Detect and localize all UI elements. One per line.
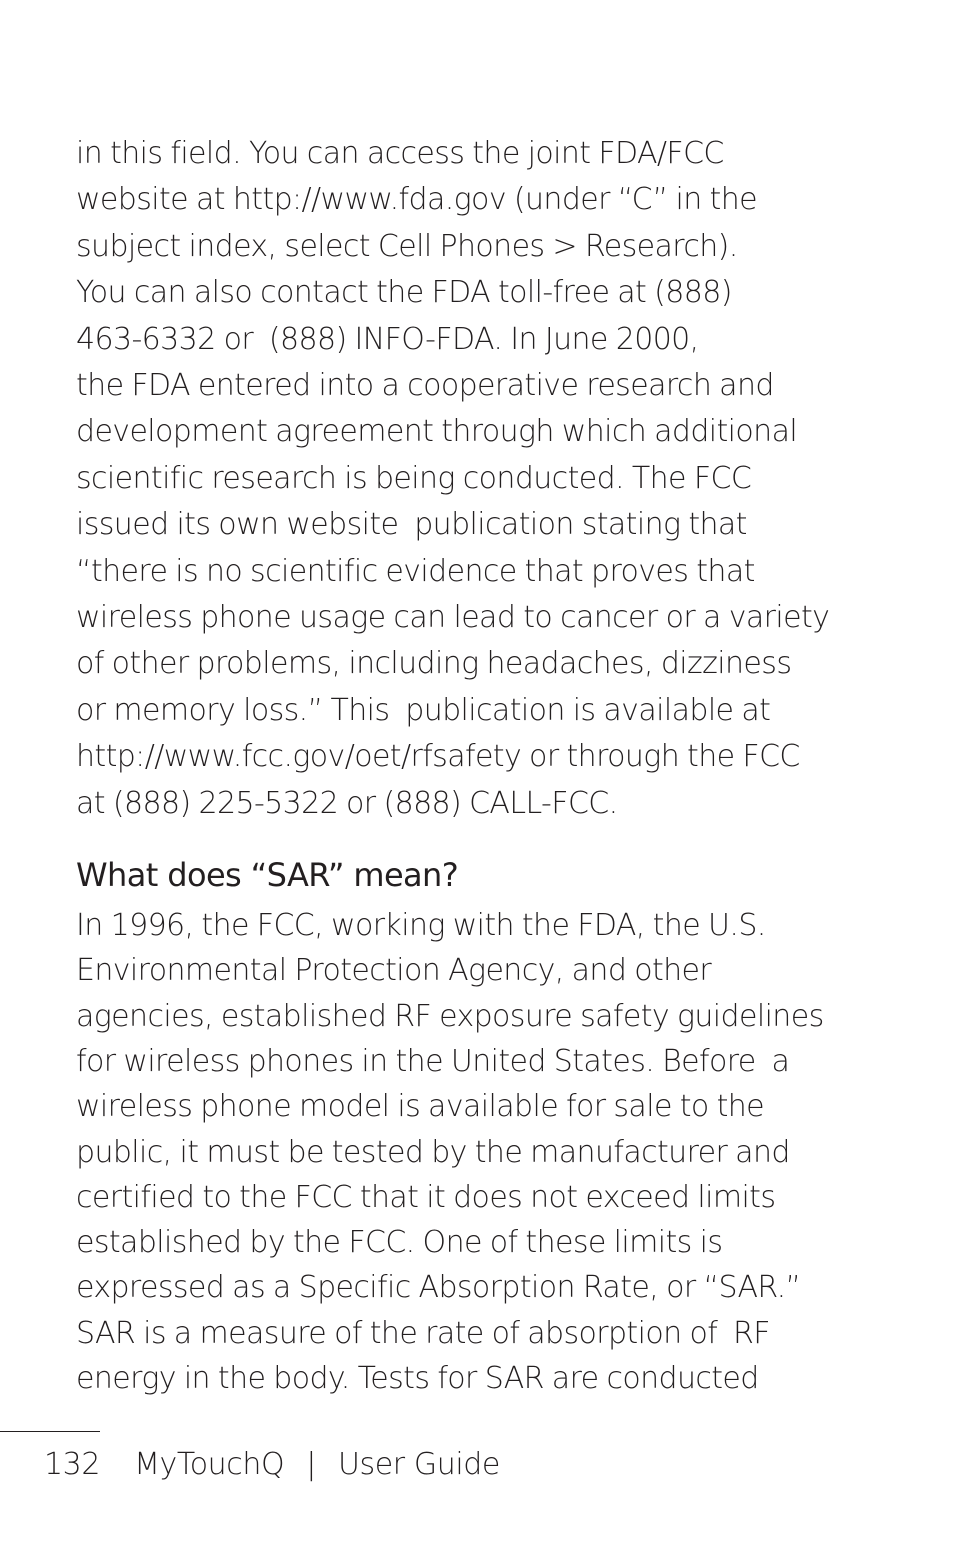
text-line: energy in the body. Tests for SAR are conducted [76, 1361, 759, 1397]
text-line: subject index, select Cell Phones > Research). [76, 228, 738, 264]
text-line: certified to the FCC that it does not exceed limits [76, 1179, 776, 1215]
text-line: wireless phone usage can lead to cancer or a variety [76, 600, 830, 636]
text-line: for wireless phones in the United States. Before a [76, 1043, 790, 1079]
text-line: expressed as a Specific Absorption Rate, or “SAR.” [76, 1270, 801, 1306]
text-line: or memory loss.” This publication is available at [76, 692, 771, 728]
page-content [76, 131, 876, 1401]
page-footer [44, 1443, 500, 1487]
paragraph-sar-definition [76, 903, 876, 1401]
text-line: in this field. You can access the joint FDA/FCC [76, 136, 724, 171]
footer-rule [0, 1431, 100, 1432]
text-line: established by the FCC. One of these limits is [76, 1225, 723, 1261]
text-line: website at http://www.fda.gov (under “C” in the [76, 182, 757, 218]
text-line: http://www.fcc.gov/oet/rfsafety or through the FCC [76, 739, 800, 775]
text-line: development agreement through which additional [76, 414, 798, 450]
product-name: MyTouchQ [134, 1447, 285, 1482]
text-line: “there is no scientific evidence that proves that [76, 553, 755, 589]
text-line: wireless phone model is available for sale to the [76, 1089, 765, 1125]
text-line: You can also contact the FDA toll-free at (888) [76, 275, 732, 311]
text-line: issued its own website publication stating that [76, 507, 747, 543]
text-line: Environmental Protection Agency, and other [76, 953, 712, 989]
text-line: the FDA entered into a cooperative research and [76, 368, 774, 404]
text-line: agencies, established RF exposure safety guidelines [76, 998, 824, 1034]
page-number: 132 [44, 1447, 101, 1482]
footer-divider: | [306, 1447, 316, 1482]
text-line: SAR is a measure of the rate of absorption of RF [76, 1315, 770, 1351]
paragraph-fda-fcc-resources [76, 131, 876, 827]
text-line: of other problems, including headaches, dizziness [76, 646, 792, 682]
text-line: scientific research is being conducted. The FCC [76, 460, 752, 496]
text-line: public, it must be tested by the manufacturer and [76, 1134, 790, 1170]
text-line: In 1996, the FCC, working with the FDA, the U.S. [76, 908, 766, 944]
text-line: at (888) 225-5322 or (888) CALL-FCC. [76, 785, 618, 821]
text-line: 463-6332 or (888) INFO-FDA. In June 2000, [76, 321, 699, 357]
section-heading-sar: What does “SAR” mean? [76, 856, 459, 895]
guide-label: User Guide [337, 1447, 500, 1482]
